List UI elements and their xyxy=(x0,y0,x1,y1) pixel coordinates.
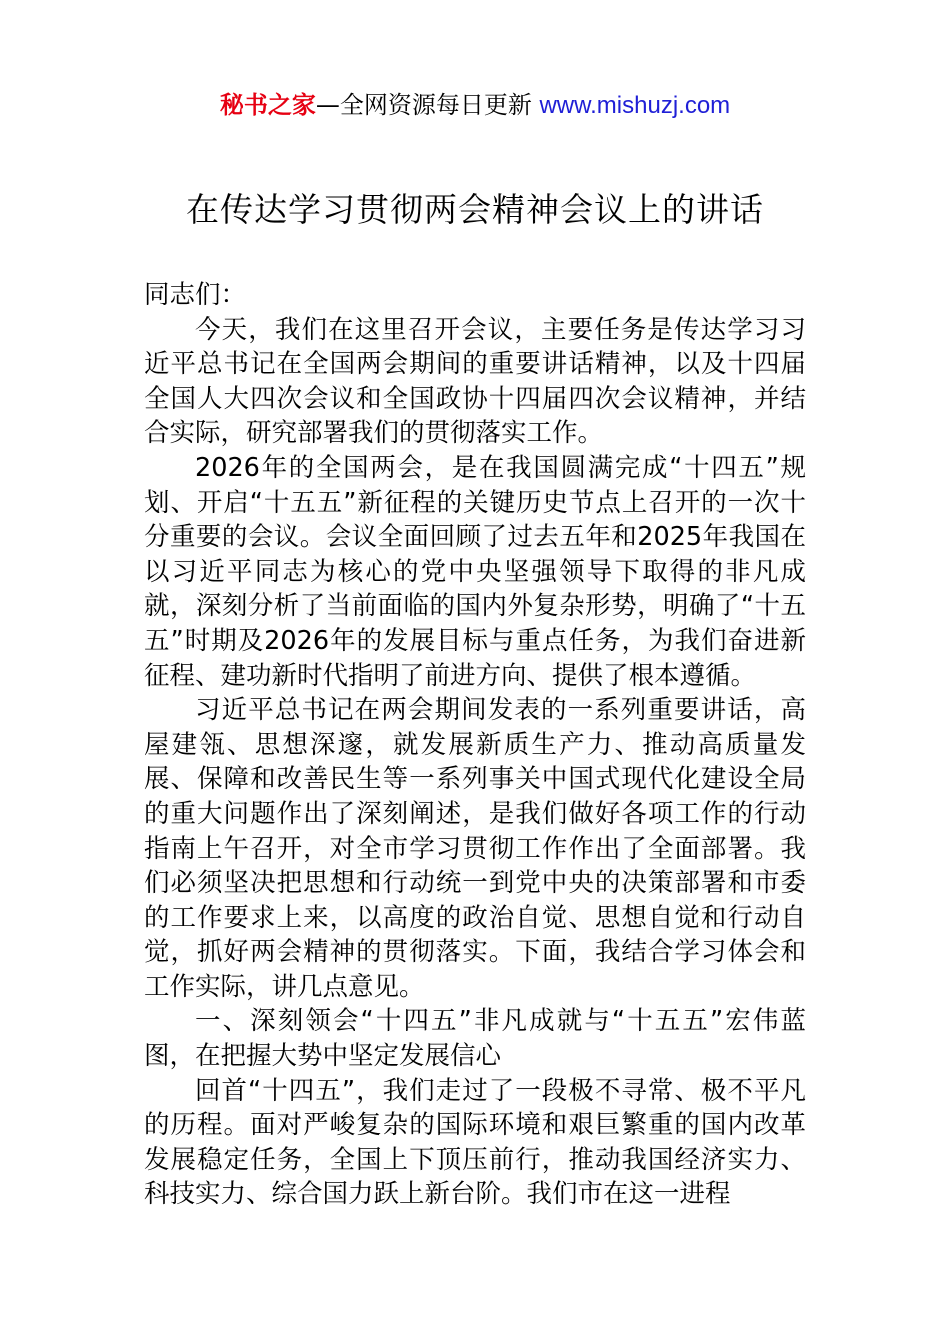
document-title: 在传达学习贯彻两会精神会议上的讲话 xyxy=(186,190,764,229)
site-header xyxy=(0,88,950,123)
header-slogan: 全网资源每日更新 xyxy=(339,91,540,119)
salutation: 同志们： xyxy=(144,280,247,310)
header-dash: — xyxy=(315,91,340,119)
paragraph-1: 今天，我们在这里召开会议，主要任务是传达学习习近平总书记在全国两会期间的重要讲话精神，以及十四届全国人大四次会议和全国政协十四届四次会议精神，并结合实际，研究部署我们的贯彻落实工作。 xyxy=(144,314,806,449)
brand-name: 秘书之家 xyxy=(219,91,316,119)
paragraph-3: 习近平总书记在两会期间发表的一系列重要讲话，高屋建瓴、思想深邃，就发展新质生产力、推动高质量发展、保障和改善民生等一系列事关中国式现代化建设全局的重大问题作出了深刻阐述，是我们做好各项工作的行动指南上午召开，对全市学习贯彻工作作出了全面部署。我们必须坚决把思想和行动统一到党中央的决策部署和市委的工作要求上来，以高度的政治自觉、思想自觉和行动自觉，抓好两会精神的贯彻落实。下面，我结合学习体会和工作实际，讲几点意见。 xyxy=(144,695,806,1002)
paragraph-2: 2026年的全国两会，是在我国圆满完成“十四五”规划、开启“十五五”新征程的关键历史节点上召开的一次十分重要的会议。会议全面回顾了过去五年和2025年我国在以习近平同志为核心的党中央坚强领导下取得的非凡成就，深刻分析了当前面临的国内外复杂形势，明确了“十五五”时期及2026年的发展目标与重点任务，为我们奋进新征程、建功新时代指明了前进方向、提供了根本遵循。 xyxy=(144,452,806,691)
site-url: www.mishuzj.com xyxy=(539,92,731,119)
paragraph-4: 回首“十四五”，我们走过了一段极不寻常、极不平凡的历程。面对严峻复杂的国际环境和艰巨繁重的国内改革发展稳定任务，全国上下顶压前行，推动我国经济实力、科技实力、综合国力跃上新台阶。我们市在这一进程 xyxy=(144,1075,806,1210)
document-body xyxy=(144,278,806,1212)
section-heading: 一、深刻领会“十四五”非凡成就与“十五五”宏伟蓝图，在把握大势中坚定发展信心 xyxy=(144,1006,806,1072)
